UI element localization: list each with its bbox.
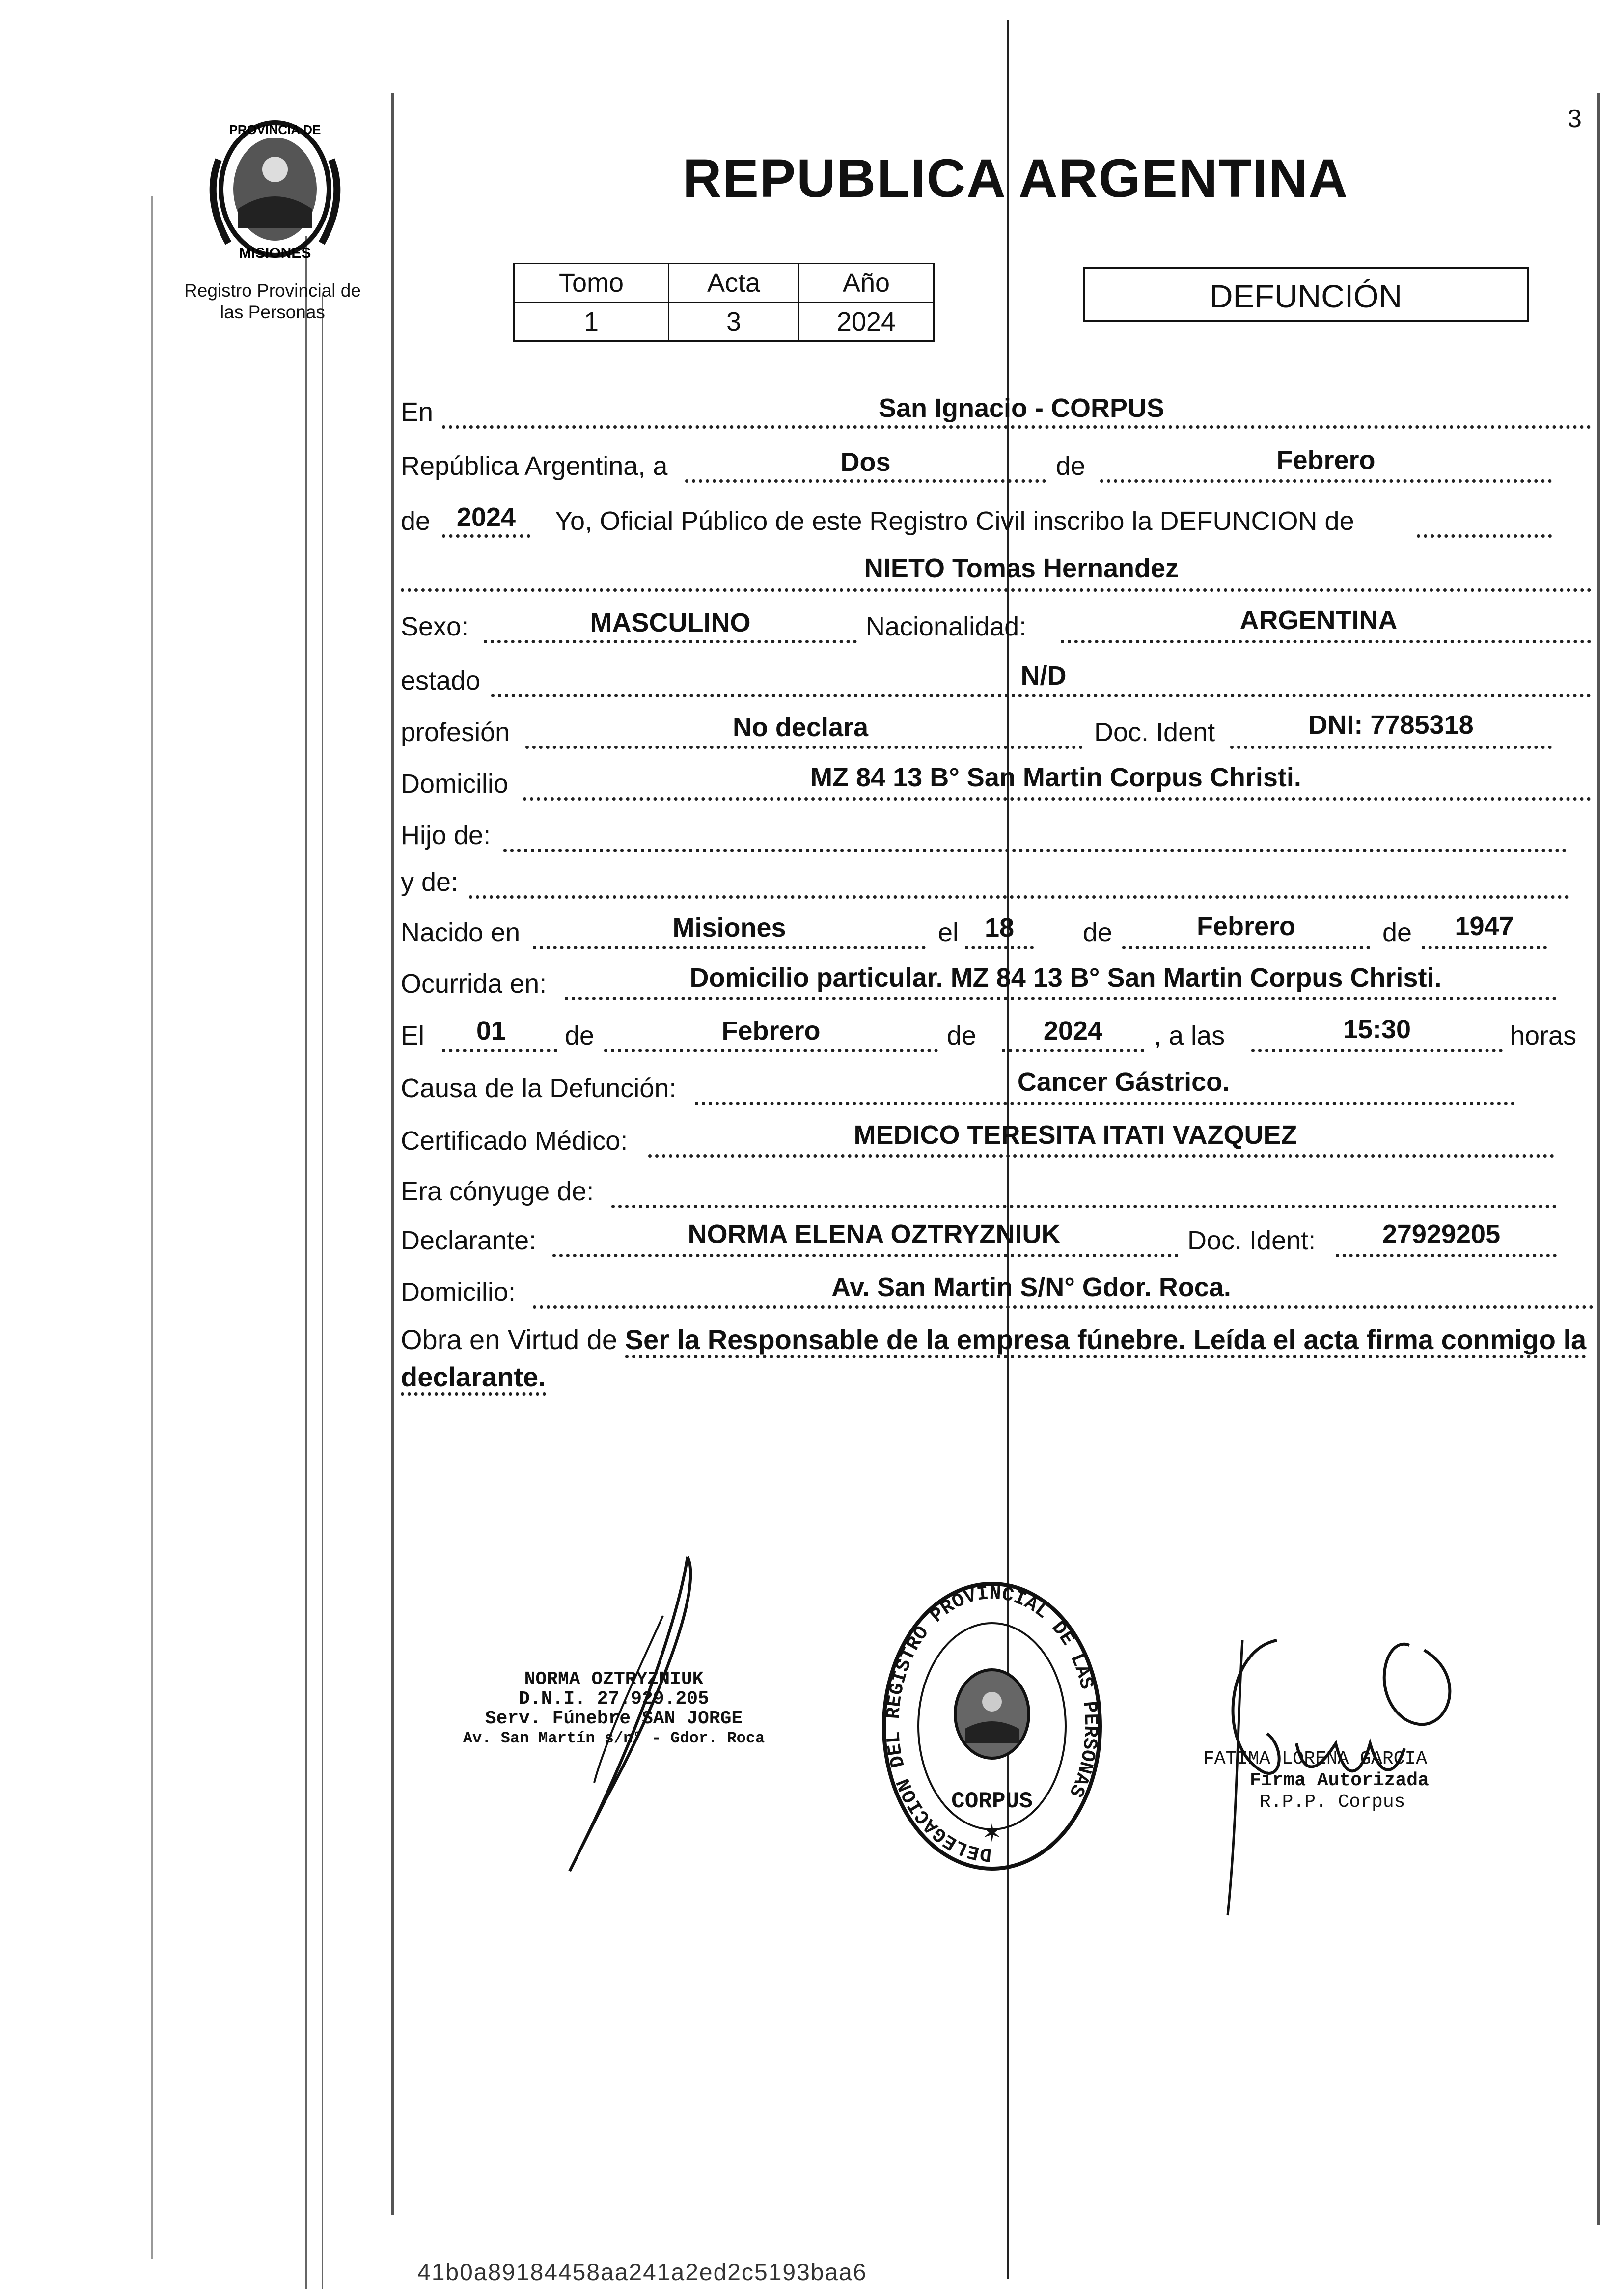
yde-line bbox=[469, 895, 1569, 899]
decl-doc-line bbox=[1336, 1254, 1557, 1257]
left-stamp-line1: NORMA OZTRYZNIUK bbox=[524, 1669, 704, 1690]
doc-line bbox=[1230, 746, 1552, 749]
estado-value: N/D bbox=[1020, 661, 1067, 690]
registry-label bbox=[172, 280, 373, 323]
tomo-acta-anio-table bbox=[513, 263, 935, 342]
doc-value: DNI: 7785318 bbox=[1308, 710, 1474, 740]
page-number: 3 bbox=[1568, 105, 1582, 133]
el-label: el bbox=[938, 918, 959, 947]
hora-line bbox=[1251, 1049, 1503, 1052]
nac-de1-label: de bbox=[1083, 918, 1113, 947]
doc-label: Doc. Ident bbox=[1094, 718, 1215, 747]
causa-label: Causa de la Defunción: bbox=[401, 1074, 677, 1103]
nac-dia-value: 18 bbox=[984, 913, 1015, 942]
obra-value: Ser la Responsable de la empresa fúnebre. Leída el acta firma conmigo la declarante. bbox=[401, 1324, 1586, 1396]
def-anio-line bbox=[1002, 1049, 1144, 1052]
conyuge-label: Era cónyuge de: bbox=[401, 1177, 594, 1206]
nac-anio-line bbox=[1422, 946, 1547, 949]
nac-de2-label: de bbox=[1382, 918, 1412, 947]
acta-header: Acta bbox=[669, 264, 799, 303]
decl-doc-value: 27929205 bbox=[1382, 1219, 1501, 1249]
de-label: de bbox=[1056, 451, 1086, 481]
hijo-label: Hijo de: bbox=[401, 821, 491, 850]
def-de1-label: de bbox=[565, 1021, 595, 1050]
anio-value-form: 2024 bbox=[456, 502, 516, 532]
tomo-header: Tomo bbox=[514, 264, 669, 303]
province-seal bbox=[199, 110, 351, 268]
left-stamp-line4: Av. San Martín s/n° - Gdor. Roca bbox=[463, 1729, 765, 1747]
yde-label: y de: bbox=[401, 867, 459, 897]
nacido-lugar-line bbox=[533, 946, 926, 949]
en-label: En bbox=[401, 397, 434, 427]
ocurrida-label: Ocurrida en: bbox=[401, 969, 547, 998]
nacido-label: Nacido en bbox=[401, 918, 521, 947]
certificado-value: MEDICO TERESITA ITATI VAZQUEZ bbox=[853, 1120, 1297, 1150]
inscribo-text: Yo, Oficial Público de este Registro Civil inscribo la DEFUNCION de bbox=[555, 506, 1354, 536]
scan-inner-line bbox=[305, 236, 307, 2289]
scan-left-border bbox=[391, 93, 394, 2215]
def-de2-label: de bbox=[947, 1021, 977, 1050]
hijo-line bbox=[503, 849, 1567, 852]
decl-dom-value: Av. San Martin S/N° Gdor. Roca. bbox=[831, 1272, 1231, 1302]
nacionalidad-label: Nacionalidad: bbox=[866, 612, 1027, 641]
domicilio-line bbox=[523, 797, 1591, 801]
el2-label: El bbox=[401, 1021, 425, 1050]
seal-bottom-text: MISIONES bbox=[239, 245, 311, 261]
lugar-value: San Ignacio - CORPUS bbox=[878, 393, 1165, 423]
declarante-label: Declarante: bbox=[401, 1226, 537, 1255]
tomo-value: 1 bbox=[514, 303, 669, 341]
decl-dom-line bbox=[533, 1305, 1594, 1309]
nombre-line bbox=[401, 588, 1592, 592]
left-stamp-line3: Serv. Fúnebre SAN JORGE bbox=[485, 1708, 743, 1729]
profesion-label: profesión bbox=[401, 718, 510, 747]
conyuge-line bbox=[611, 1205, 1557, 1208]
nac-dia-line bbox=[965, 946, 1034, 949]
right-stamp-line2: Firma Autorizada bbox=[1250, 1770, 1429, 1791]
certificado-label: Certificado Médico: bbox=[401, 1126, 628, 1156]
domicilio-label: Domicilio bbox=[401, 769, 509, 799]
certificado-line bbox=[648, 1154, 1554, 1158]
ocurrida-line bbox=[565, 997, 1557, 1000]
def-mes-line bbox=[604, 1049, 938, 1052]
scan-margin-line bbox=[151, 196, 153, 2259]
alas-label: , a las bbox=[1154, 1021, 1225, 1050]
nacido-lugar-value: Misiones bbox=[672, 913, 786, 942]
inscribo-line bbox=[1417, 534, 1552, 538]
decl-dom-label: Domicilio: bbox=[401, 1277, 516, 1307]
estado-line bbox=[491, 694, 1591, 697]
dia-line bbox=[685, 479, 1046, 483]
right-stamp-line1: FATIMA LORENA GARCIA bbox=[1203, 1748, 1428, 1769]
anio-header: Año bbox=[799, 264, 934, 303]
republica-label: República Argentina, a bbox=[401, 451, 668, 481]
sexo-line bbox=[484, 640, 857, 643]
anio-line bbox=[442, 534, 530, 538]
def-dia-value: 01 bbox=[476, 1016, 506, 1046]
stamp-bottom-text: CORPUS bbox=[951, 1789, 1033, 1814]
mes-value: Febrero bbox=[1276, 445, 1376, 475]
registry-label-line1: Registro Provincial de bbox=[184, 280, 361, 301]
scan-inner-line-2 bbox=[322, 295, 323, 2289]
official-stamp bbox=[1203, 1748, 1517, 1813]
page-title: REPUBLICA ARGENTINA bbox=[683, 148, 1349, 209]
sexo-value: MASCULINO bbox=[590, 608, 751, 637]
left-stamp-line2: D.N.I. 27.929.205 bbox=[519, 1688, 709, 1710]
declarante-value: NORMA ELENA OZTRYZNIUK bbox=[688, 1219, 1061, 1249]
profesion-line bbox=[525, 746, 1083, 749]
hora-value: 15:30 bbox=[1343, 1015, 1411, 1044]
anio-prefix-label: de bbox=[401, 506, 431, 536]
acta-value: 3 bbox=[669, 303, 799, 341]
ocurrida-value: Domicilio particular. MZ 84 13 B° San Martin Corpus Christi. bbox=[689, 963, 1442, 993]
nacionalidad-line bbox=[1061, 640, 1591, 643]
nac-mes-value: Febrero bbox=[1196, 911, 1296, 941]
stamp-star-icon: ✶ bbox=[982, 1819, 1002, 1848]
declarante-stamp bbox=[457, 1670, 771, 1748]
sexo-label: Sexo: bbox=[401, 612, 469, 641]
en-line bbox=[442, 425, 1591, 429]
decl-doc-label: Doc. Ident: bbox=[1187, 1226, 1316, 1255]
stamp-ring-text: DELEGACION DEL REGISTRO PROVINCIAL DE LAS PERSONAS bbox=[882, 1582, 1101, 1865]
scan-right-border bbox=[1597, 93, 1600, 2225]
nac-anio-value: 1947 bbox=[1455, 911, 1514, 941]
causa-line bbox=[695, 1102, 1515, 1105]
def-mes-value: Febrero bbox=[721, 1016, 821, 1046]
seal-top-text: PROVINCIA DE bbox=[229, 122, 321, 137]
delegation-stamp bbox=[879, 1576, 1105, 1876]
right-stamp-line3: R.P.P. Corpus bbox=[1260, 1792, 1405, 1813]
horas-label: horas bbox=[1510, 1021, 1577, 1050]
profesion-value: No declara bbox=[732, 713, 869, 742]
causa-value: Cancer Gástrico. bbox=[1017, 1067, 1230, 1097]
dia-value: Dos bbox=[840, 447, 891, 477]
nacionalidad-value: ARGENTINA bbox=[1239, 606, 1398, 635]
obra-paragraph bbox=[401, 1321, 1592, 1396]
declarante-line bbox=[552, 1254, 1179, 1257]
nac-mes-line bbox=[1122, 946, 1370, 949]
registry-label-line2: las Personas bbox=[220, 302, 325, 322]
def-anio-value: 2024 bbox=[1043, 1016, 1103, 1046]
mes-line bbox=[1100, 479, 1552, 483]
domicilio-value: MZ 84 13 B° San Martin Corpus Christi. bbox=[810, 763, 1301, 792]
estado-label: estado bbox=[401, 666, 481, 695]
record-type-box: DEFUNCIÓN bbox=[1083, 267, 1529, 322]
obra-label: Obra en Virtud de bbox=[401, 1324, 618, 1355]
anio-value: 2024 bbox=[799, 303, 934, 341]
def-dia-line bbox=[442, 1049, 557, 1052]
nombre-value: NIETO Tomas Hernandez bbox=[864, 553, 1179, 583]
document-hash: 41b0a89184458aa241a2ed2c5193baa6 bbox=[417, 2260, 867, 2286]
